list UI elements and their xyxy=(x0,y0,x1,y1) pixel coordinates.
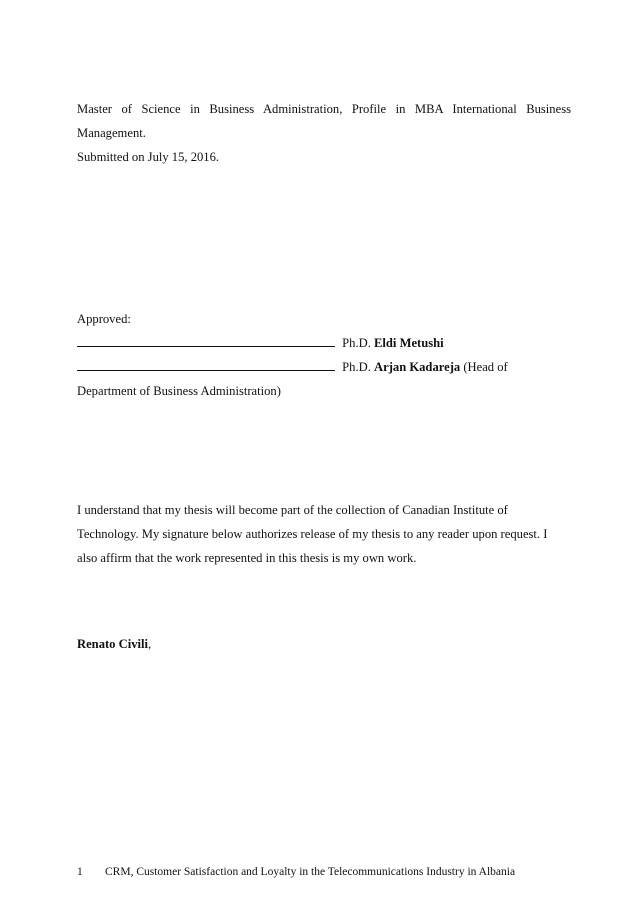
signatory-title: (Head of xyxy=(463,360,508,374)
page-footer xyxy=(77,866,515,878)
author-punctuation: , xyxy=(148,637,152,651)
signature-rule xyxy=(77,357,335,371)
declaration-line: also affirm that the work represented in this thesis is my own work. xyxy=(77,551,417,565)
signature-line-kadareja xyxy=(77,355,571,379)
running-title: CRM, Customer Satisfaction and Loyalty in the Telecommunications Industry in Albania xyxy=(105,866,516,878)
page-number: 1 xyxy=(77,866,83,878)
declaration-line: I understand that my thesis will become part of the collection of Canadian Institute of xyxy=(77,503,508,517)
author-name: Renato Civili xyxy=(77,637,149,651)
signatory-name: Arjan Kadareja xyxy=(374,360,461,374)
signatory-prefix: Ph.D. xyxy=(342,360,371,374)
signatory-title-continuation: Department of Business Administration) xyxy=(77,384,281,398)
declaration-paragraph xyxy=(77,498,571,570)
signature-rule xyxy=(77,333,335,347)
approval-heading: Approved: xyxy=(77,312,131,326)
signatory-prefix: Ph.D. xyxy=(342,336,371,350)
author-signature xyxy=(77,632,571,656)
signatory-name: Eldi Metushi xyxy=(374,336,444,350)
declaration-line: Technology. My signature below authorizes release of my thesis to any reader upon request. I xyxy=(77,527,548,541)
degree-statement xyxy=(77,97,571,169)
degree-text: Master of Science in Business Administration, Profile in MBA International Business Management. xyxy=(77,102,571,140)
submission-date: Submitted on July 15, 2016. xyxy=(77,150,220,164)
approval-section xyxy=(77,307,571,403)
signature-line-metushi xyxy=(77,331,571,355)
